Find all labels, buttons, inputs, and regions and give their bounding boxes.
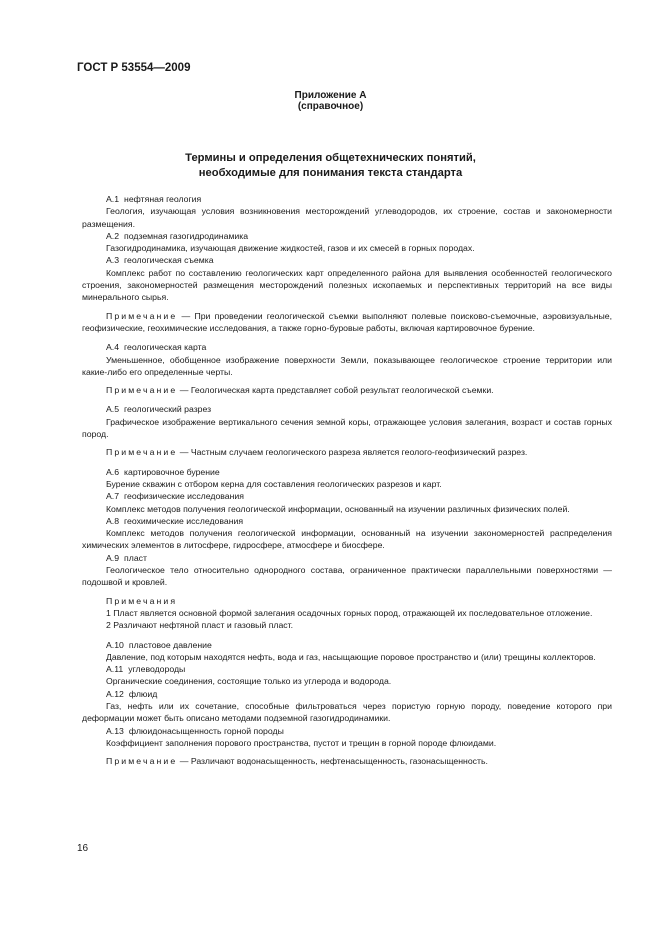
standard-header: ГОСТ Р 53554—2009: [77, 62, 191, 74]
term-name: картировочное бурение: [124, 466, 220, 477]
appendix-subtitle: (справочное): [297, 101, 364, 112]
term-number: А.7: [106, 491, 120, 502]
section-title-line-1: Термины и определения общетехнических понятий,: [185, 152, 476, 164]
note-label: Примечание: [106, 756, 178, 767]
term-number: А.12: [106, 688, 124, 699]
term-definition: Геологическое тело относительно однородного состава, ограниченное практически параллельными поверхностями — подошвой и кровлей.: [82, 565, 612, 588]
term-heading: [82, 552, 612, 564]
term-name: флюидонасыщенность горной породы: [128, 725, 284, 736]
appendix-title: Приложение А: [294, 90, 367, 101]
note-label: Примечание: [106, 310, 178, 321]
note-item: 2 Различают нефтяной пласт и газовый пласт.: [106, 620, 294, 631]
note-text: Частным случаем геологического разреза является геолого-геофизический разрез.: [190, 447, 528, 458]
term-name: геологическая карта: [124, 342, 207, 353]
term-definition: Газогидродинамика, изучающая движение жидкостей, газов и их смесей в горных породах.: [106, 243, 475, 254]
term-number: А.1: [106, 194, 120, 204]
term-definition: Уменьшенное, обобщенное изображение поверхности Земли, показывающее геологическое строение территории или какие-либо его определенные черты.: [82, 354, 612, 377]
term-number: А.9: [106, 552, 120, 563]
term-number: А.11: [106, 664, 124, 675]
term-heading: [82, 688, 612, 700]
term-name: пласт: [124, 552, 147, 563]
term-name: углеводороды: [128, 664, 186, 675]
note-text: При проведении геологической съемки выполняют полевые поисково-съемочные, аэровизуальные, геофизические, геохимические исследования, а также горно-буровые работы, включая картировочное бурение.: [82, 310, 612, 333]
term-heading: [82, 490, 612, 502]
term-heading: [82, 663, 612, 675]
term-heading: [82, 466, 612, 478]
term-note: Примечание — Геологическая карта представляет собой результат геологической съемки.: [106, 385, 494, 396]
term-heading: [82, 254, 612, 266]
term-definition: Коэффициент заполнения порового пространства, пустот и трещин в горной породе флюидами.: [106, 737, 497, 748]
term-name: нефтяная геология: [124, 194, 202, 204]
note-label: Примечание: [106, 385, 178, 396]
term-number: А.8: [106, 515, 120, 526]
term-heading: [82, 639, 612, 651]
term-definition: Геология, изучающая условия возникновения месторождений углеводородов, их строение, состав и закономерности размещения.: [82, 206, 612, 229]
term-name: геологическая съемка: [124, 255, 214, 266]
term-name: геохимические исследования: [124, 515, 244, 526]
term-heading: [82, 403, 612, 415]
term-definition: Комплекс методов получения геологической информации, основанный на изучении закономерностей распределения химических элементов в литосфере, гидросфере, атмосфере и биосфере.: [82, 528, 612, 551]
section-title: [0, 151, 661, 181]
term-heading: [82, 230, 612, 242]
term-definition: Газ, нефть или их сочетание, способные фильтроваться через пористую горную породу, поведение которого при деформации может быть описано методами подземной газогидродинамики.: [82, 700, 612, 724]
term-number: А.4: [106, 342, 120, 353]
term-number: А.2: [106, 230, 120, 241]
term-number: А.6: [106, 466, 120, 477]
term-heading: [82, 515, 612, 527]
term-number: А.10: [106, 639, 124, 650]
terms-body: [82, 193, 612, 774]
term-heading: [82, 341, 612, 353]
term-definition: Комплекс методов получения геологической информации, основанный на изучении различных физических полей.: [106, 503, 570, 514]
term-definition: Бурение скважин с отбором керна для составления геологических разрезов и карт.: [106, 478, 442, 489]
notes-label: Примечания: [106, 595, 178, 606]
section-title-line-2: необходимые для понимания текста стандарта: [198, 167, 463, 179]
term-name: флюид: [128, 688, 158, 699]
term-definition: Органические соединения, состоящие только из углерода и водорода.: [106, 676, 392, 687]
term-definition: Комплекс работ по составлению геологических карт определенного района для выявления особенностей геологического строения, закономерностей размещения месторождений полезных ископаемых и перспективных территорий на все виды минерального сырья.: [82, 267, 612, 303]
term-name: пластовое давление: [128, 639, 212, 650]
term-number: А.5: [106, 404, 120, 415]
note-text: Различают водонасыщенность, нефтенасыщенность, газонасыщенность.: [190, 756, 488, 767]
page-number: 16: [77, 843, 89, 854]
term-name: подземная газогидродинамика: [124, 230, 249, 241]
term-name: геофизические исследования: [124, 491, 244, 502]
term-number: А.3: [106, 255, 120, 266]
term-number: А.13: [106, 725, 124, 736]
term-note: Примечание — При проведении геологической съемки выполняют полевые поисково-съемочные, аэровизуальные, геофизические, геохимические исследования, а также горно-буровые работы, включая картировочное бурение.: [82, 310, 612, 333]
note-text: Геологическая карта представляет собой результат геологической съемки.: [190, 385, 494, 396]
term-definition: Давление, под которым находятся нефть, вода и газ, насыщающие поровое пространство и (или) трещины коллекторов.: [106, 651, 596, 662]
note-item: 1 Пласт является основной формой залегания осадочных горных пород, отражающей их последовательное отложение.: [106, 607, 593, 618]
term-note: Примечание — Различают водонасыщенность, нефтенасыщенность, газонасыщенность.: [106, 756, 488, 767]
appendix-heading: [0, 90, 661, 112]
term-definition: Графическое изображение вертикального сечения земной коры, отражающее условия залегания, возраст и состав горных пород.: [82, 416, 612, 440]
note-label: Примечание: [106, 447, 178, 458]
term-heading: [82, 725, 612, 737]
term-heading: [82, 193, 612, 205]
term-note: Примечание — Частным случаем геологического разреза является геолого-геофизический разрез.: [106, 447, 528, 458]
term-name: геологический разрез: [124, 404, 212, 415]
